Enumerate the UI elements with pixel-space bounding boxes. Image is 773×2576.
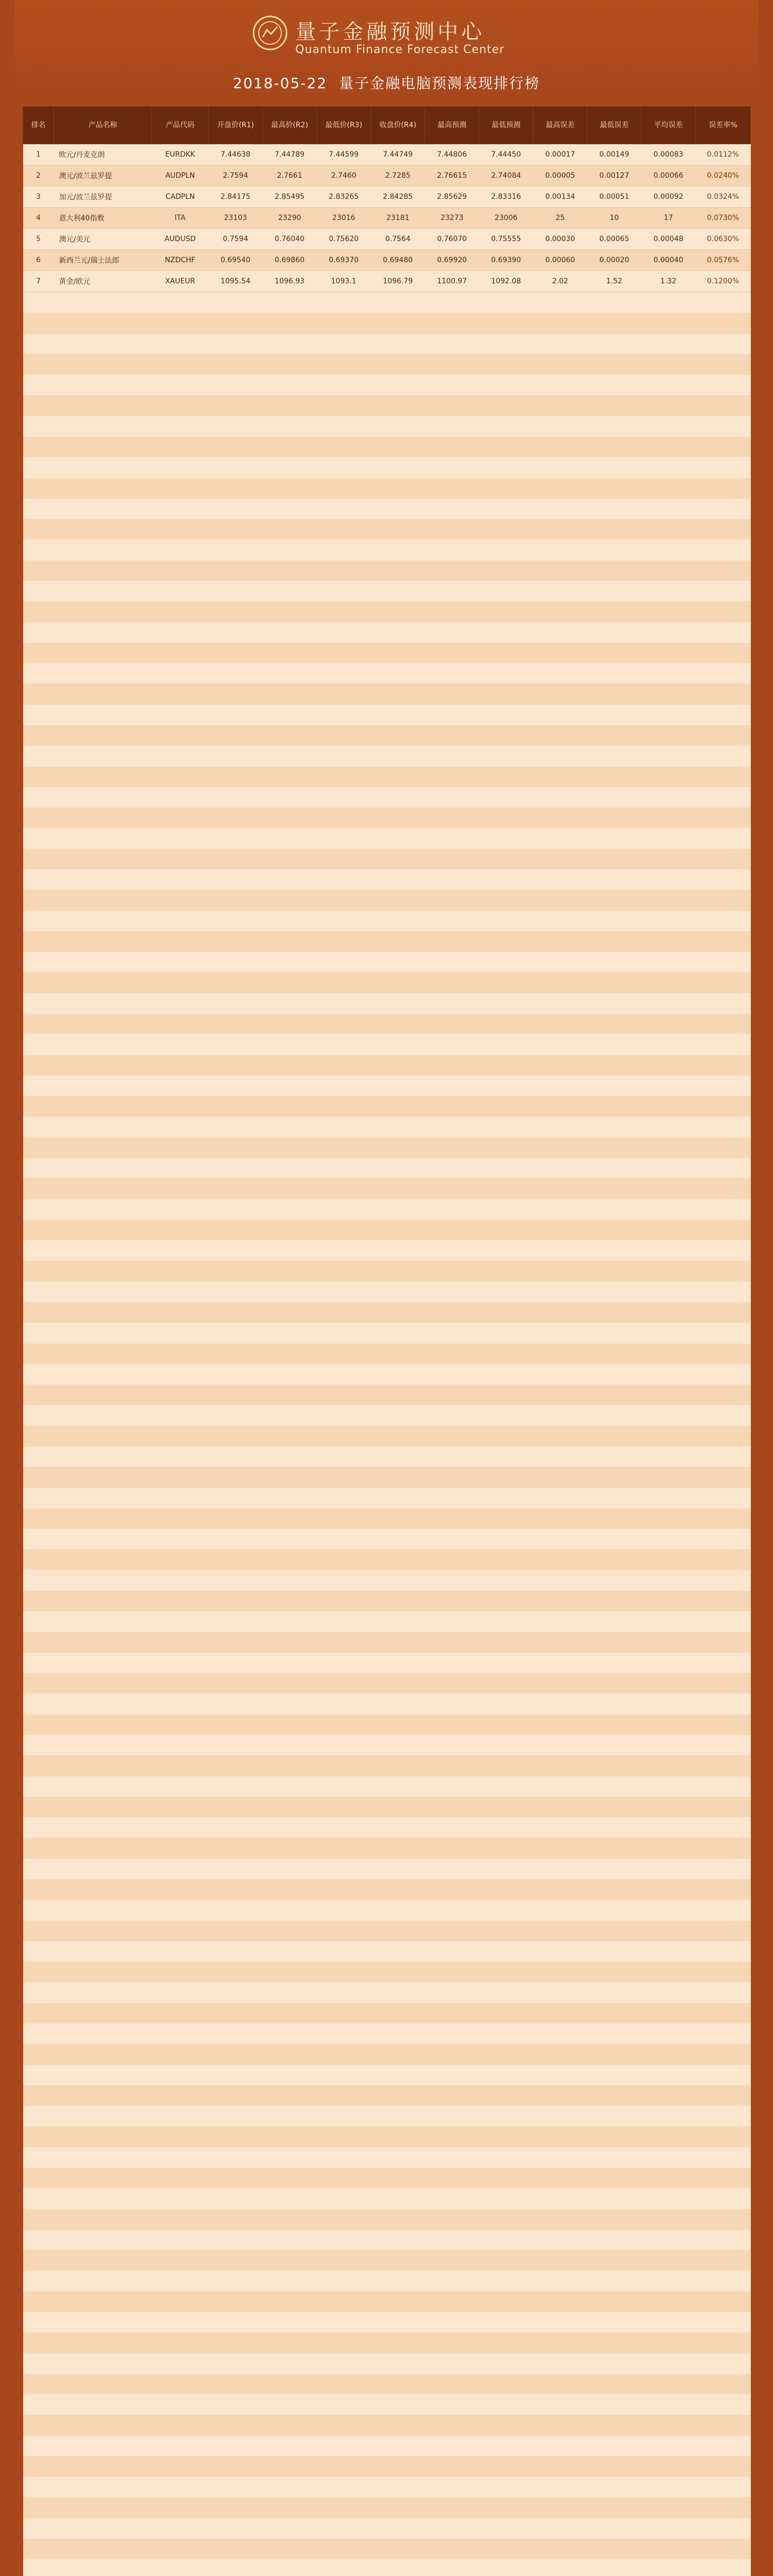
value-cell: 7.44806: [425, 144, 479, 165]
value-cell: 0.00060: [533, 250, 587, 271]
product-code-cell: ITA: [152, 208, 209, 229]
value-cell: 0.0630%: [696, 229, 751, 250]
value-cell: 1095.54: [209, 271, 263, 292]
logo-icon: [251, 14, 289, 52]
table-row: [23, 165, 751, 187]
product-name-cell: 黄金/欧元: [54, 271, 152, 292]
report-header: [14, 0, 759, 98]
value-cell: 0.7594: [209, 229, 263, 250]
value-cell: 1093.1: [317, 271, 371, 292]
value-cell: 0.75555: [479, 229, 533, 250]
value-cell: 2.83265: [317, 187, 371, 208]
rank-cell: 7: [23, 271, 54, 292]
report-date: 2018-05-22: [233, 75, 327, 92]
rank-cell: 6: [23, 250, 54, 271]
value-cell: 7.44638: [209, 144, 263, 165]
value-cell: 0.69480: [371, 250, 425, 271]
product-code-cell: NZDCHF: [152, 250, 209, 271]
value-cell: 2.74084: [479, 165, 533, 187]
value-cell: 0.75620: [317, 229, 371, 250]
brand-name-cn: 量子金融预测中心: [295, 20, 485, 44]
value-cell: 0.00066: [642, 165, 696, 187]
value-cell: 2.7661: [263, 165, 317, 187]
value-cell: 2.7594: [209, 165, 263, 187]
column-header: 最低价(R3): [317, 107, 371, 144]
table-header-row: [23, 107, 751, 144]
value-cell: 0.00127: [587, 165, 642, 187]
product-name-cell: 加元/波兰兹罗提: [54, 187, 152, 208]
table-row: [23, 187, 751, 208]
value-cell: 7.44450: [479, 144, 533, 165]
value-cell: 2.02: [533, 271, 587, 292]
rank-cell: 1: [23, 144, 54, 165]
value-cell: 2.7285: [371, 165, 425, 187]
value-cell: 2.7460: [317, 165, 371, 187]
column-header: 收盘价(R4): [371, 107, 425, 144]
rank-cell: 4: [23, 208, 54, 229]
value-cell: 0.00051: [587, 187, 642, 208]
column-header: 产品代码: [152, 107, 209, 144]
table-row: [23, 250, 751, 271]
value-cell: 1.32: [642, 271, 696, 292]
product-code-cell: CADPLN: [152, 187, 209, 208]
remaining-rows-area: [23, 292, 751, 2576]
value-cell: 0.00065: [587, 229, 642, 250]
value-cell: 0.00005: [533, 165, 587, 187]
value-cell: 23290: [263, 208, 317, 229]
column-header: 最高误差: [533, 107, 587, 144]
column-header: 最低预测: [479, 107, 533, 144]
column-header: 产品名称: [54, 107, 152, 144]
value-cell: 0.00030: [533, 229, 587, 250]
value-cell: 0.69370: [317, 250, 371, 271]
value-cell: 0.69390: [479, 250, 533, 271]
value-cell: 7.44599: [317, 144, 371, 165]
product-code-cell: AUDPLN: [152, 165, 209, 187]
value-cell: 0.00083: [642, 144, 696, 165]
column-header: 排名: [23, 107, 54, 144]
value-cell: 1100.97: [425, 271, 479, 292]
value-cell: 0.7564: [371, 229, 425, 250]
column-header: 误差率%: [696, 107, 751, 144]
value-cell: 2.83316: [479, 187, 533, 208]
rank-cell: 3: [23, 187, 54, 208]
column-header: 最高预测: [425, 107, 479, 144]
value-cell: 23006: [479, 208, 533, 229]
value-cell: 0.1200%: [696, 271, 751, 292]
value-cell: 1096.93: [263, 271, 317, 292]
value-cell: 0.76070: [425, 229, 479, 250]
value-cell: 1096.79: [371, 271, 425, 292]
value-cell: 23103: [209, 208, 263, 229]
product-name-cell: 澳元/波兰兹罗提: [54, 165, 152, 187]
value-cell: 1.52: [587, 271, 642, 292]
value-cell: 0.00092: [642, 187, 696, 208]
column-header: 开盘价(R1): [209, 107, 263, 144]
ranking-table: [23, 106, 751, 2576]
rank-cell: 2: [23, 165, 54, 187]
column-header: 最低误差: [587, 107, 642, 144]
value-cell: 0.76040: [263, 229, 317, 250]
rank-cell: 5: [23, 229, 54, 250]
value-cell: 0.69920: [425, 250, 479, 271]
report-title: 量子金融电脑预测表现排行榜: [339, 75, 540, 92]
value-cell: 0.0240%: [696, 165, 751, 187]
value-cell: 0.0576%: [696, 250, 751, 271]
product-name-cell: 新西兰元/瑞士法郎: [54, 250, 152, 271]
product-code-cell: AUDUSD: [152, 229, 209, 250]
product-code-cell: XAUEUR: [152, 271, 209, 292]
value-cell: 0.0730%: [696, 208, 751, 229]
value-cell: 2.85495: [263, 187, 317, 208]
column-header: 最高价(R2): [263, 107, 317, 144]
value-cell: 10: [587, 208, 642, 229]
value-cell: 0.00134: [533, 187, 587, 208]
remaining-rows-cell: [23, 292, 751, 2576]
table-row: [23, 144, 751, 165]
value-cell: 0.0324%: [696, 187, 751, 208]
product-name-cell: 意大利40指数: [54, 208, 152, 229]
product-name-cell: 欧元/丹麦克朗: [54, 144, 152, 165]
brand-name-en: Quantum Finance Forecast Center: [295, 43, 505, 56]
table-row: [23, 271, 751, 292]
value-cell: 7.44749: [371, 144, 425, 165]
value-cell: 0.00020: [587, 250, 642, 271]
value-cell: 0.00149: [587, 144, 642, 165]
report-subtitle: [14, 72, 759, 93]
table-row: [23, 229, 751, 250]
value-cell: 23181: [371, 208, 425, 229]
table-body: [23, 144, 751, 2576]
value-cell: 0.69540: [209, 250, 263, 271]
value-cell: 2.85629: [425, 187, 479, 208]
value-cell: 0.00040: [642, 250, 696, 271]
value-cell: 23016: [317, 208, 371, 229]
value-cell: 1092.08: [479, 271, 533, 292]
value-cell: 17: [642, 208, 696, 229]
table-row: [23, 208, 751, 229]
product-name-cell: 澳元/美元: [54, 229, 152, 250]
value-cell: 23273: [425, 208, 479, 229]
column-header: 平均误差: [642, 107, 696, 144]
value-cell: 25: [533, 208, 587, 229]
value-cell: 0.00017: [533, 144, 587, 165]
value-cell: 0.69860: [263, 250, 317, 271]
value-cell: 7.44789: [263, 144, 317, 165]
report-sheet: [14, 0, 759, 2576]
value-cell: 2.84285: [371, 187, 425, 208]
value-cell: 0.0112%: [696, 144, 751, 165]
value-cell: 0.00048: [642, 229, 696, 250]
value-cell: 2.76615: [425, 165, 479, 187]
product-code-cell: EURDKK: [152, 144, 209, 165]
value-cell: 2.84175: [209, 187, 263, 208]
